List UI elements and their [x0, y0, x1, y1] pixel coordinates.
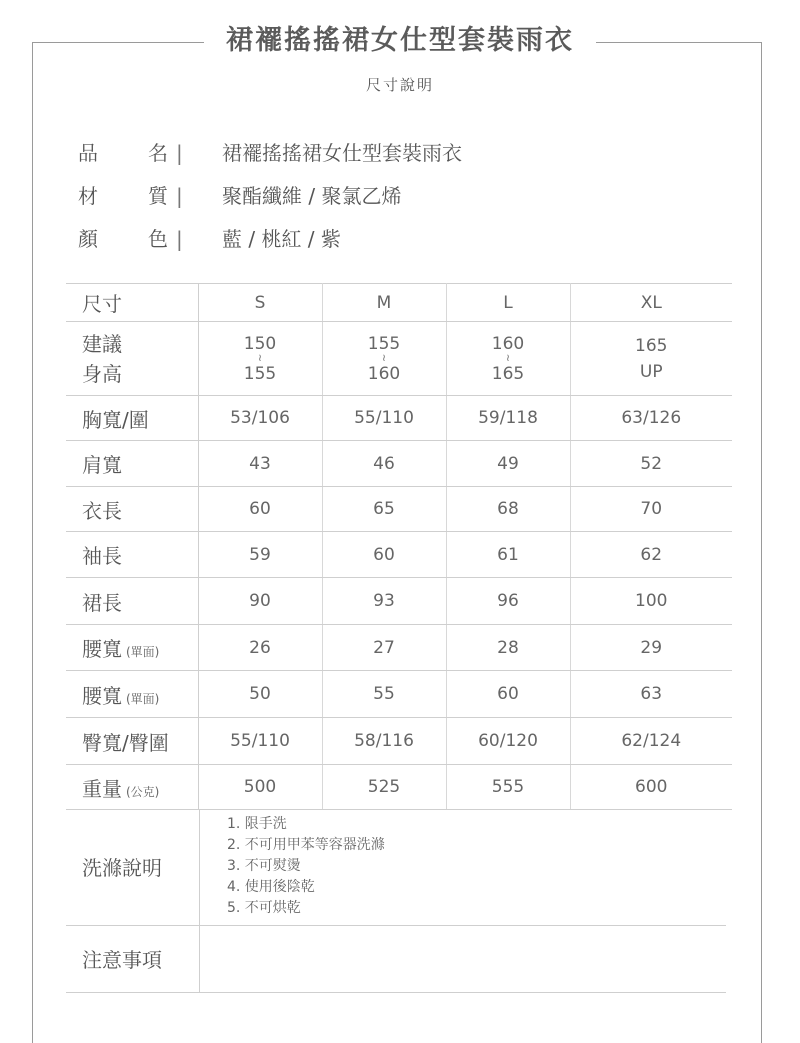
wash-item: 4. 使用後陰乾 [227, 879, 315, 896]
size-header-cell: S [198, 284, 322, 322]
height-label [66, 322, 198, 396]
row-label-note: (單面) [126, 645, 160, 659]
size-header-cell: L [446, 284, 570, 322]
table-cell: 29 [570, 625, 732, 671]
table-cell: 96 [446, 578, 570, 625]
height-from: 155 [367, 333, 401, 354]
height-cell [570, 322, 732, 396]
row-label-note: (單面) [126, 691, 160, 706]
table-cell: 55/110 [198, 718, 322, 765]
table-cell: 58/116 [322, 718, 446, 765]
info-label-b: 質 [148, 184, 168, 208]
table-cell: 70 [570, 487, 732, 532]
wash-instructions [200, 809, 727, 925]
table-row [66, 396, 732, 441]
page-title [0, 18, 800, 57]
table-cell: 100 [570, 578, 732, 625]
table-cell: 50 [198, 671, 322, 718]
table-cell: 59 [198, 532, 322, 578]
row-label-text: 重量 [82, 776, 122, 801]
info-label-a: 材 [78, 184, 98, 208]
height-row [66, 322, 732, 396]
row-label [66, 396, 198, 441]
info-row-material [78, 180, 401, 209]
height-cell [198, 322, 322, 396]
table-cell: 59/118 [446, 396, 570, 441]
table-cell: 60 [322, 532, 446, 578]
table-cell: 60 [198, 487, 322, 532]
info-label-b: 名 [148, 141, 168, 165]
table-cell: 62 [570, 532, 732, 578]
row-label [66, 671, 198, 718]
table-cell: 555 [446, 765, 570, 810]
row-label [66, 487, 198, 532]
tilde-icon: ≀ [382, 352, 386, 364]
height-from: 165 [635, 335, 668, 356]
size-header-cell: XL [570, 284, 732, 322]
table-cell: 52 [570, 441, 732, 487]
page-subtitle: 尺寸說明 [365, 76, 434, 94]
table-cell: 28 [446, 625, 570, 671]
info-row-color [78, 223, 341, 252]
row-label [66, 765, 198, 810]
size-header-label: 尺寸 [66, 284, 198, 322]
row-label [66, 718, 198, 765]
info-value: 聚酯纖維 / 聚氯乙烯 [222, 184, 402, 208]
wash-row [66, 809, 726, 925]
table-cell: 49 [446, 441, 570, 487]
table-row [66, 625, 732, 671]
row-label-text: 裙長 [82, 590, 122, 615]
wash-item: 5. 不可烘乾 [227, 900, 301, 917]
table-cell: 60/120 [446, 718, 570, 765]
info-value: 裙襬搖搖裙女仕型套裝雨衣 [222, 141, 462, 165]
table-row [66, 441, 732, 487]
table-cell: 55/110 [322, 396, 446, 441]
info-row-name [78, 137, 462, 166]
height-to: UP [639, 361, 663, 382]
notes-value [200, 925, 727, 992]
row-label-text: 袖長 [82, 544, 122, 568]
info-label-a: 品 [78, 141, 98, 165]
info-value: 藍 / 桃紅 / 紫 [222, 227, 341, 251]
wash-item: 2. 不可用甲苯等容器洗滌 [227, 837, 385, 854]
row-label-text: 腰寬 [82, 683, 122, 708]
row-label-text: 腰寬 [82, 637, 122, 661]
table-row [66, 718, 732, 765]
info-separator: | [176, 227, 183, 251]
wash-item: 3. 不可熨燙 [227, 858, 301, 875]
row-label [66, 578, 198, 625]
table-row [66, 487, 732, 532]
info-separator: | [176, 141, 183, 165]
height-label-line-2: 身高 [82, 361, 122, 386]
row-label-text: 肩寬 [82, 453, 122, 477]
height-to: 160 [367, 363, 401, 384]
table-cell: 53/106 [198, 396, 322, 441]
table-cell: 55 [322, 671, 446, 718]
wash-item: 1. 限手洗 [227, 816, 287, 833]
tilde-icon: ≀ [258, 352, 262, 364]
height-cell [446, 322, 570, 396]
height-cell [322, 322, 446, 396]
row-label [66, 441, 198, 487]
tilde-icon: ≀ [506, 352, 510, 364]
table-cell: 63/126 [570, 396, 732, 441]
table-cell: 500 [198, 765, 322, 810]
notes-label: 注意事項 [66, 925, 200, 992]
title-text: 裙襬搖搖裙女仕型套裝雨衣 [204, 25, 596, 56]
table-row [66, 578, 732, 625]
height-from: 160 [491, 333, 525, 354]
table-row [66, 671, 732, 718]
row-label-text: 臀寬/臀圍 [82, 730, 169, 755]
size-table [66, 283, 732, 810]
table-cell: 26 [198, 625, 322, 671]
height-to: 165 [491, 363, 525, 384]
table-row [66, 532, 732, 578]
table-cell: 90 [198, 578, 322, 625]
row-label [66, 625, 198, 671]
table-cell: 93 [322, 578, 446, 625]
table-cell: 27 [322, 625, 446, 671]
care-table [66, 809, 726, 993]
size-header-cell: M [322, 284, 446, 322]
table-cell: 43 [198, 441, 322, 487]
table-cell: 63 [570, 671, 732, 718]
table-cell: 68 [446, 487, 570, 532]
row-label-note: (公克) [126, 784, 160, 799]
height-from: 150 [243, 333, 277, 354]
table-cell: 600 [570, 765, 732, 810]
table-row [66, 765, 732, 810]
info-label-b: 色 [148, 227, 168, 251]
info-separator: | [176, 184, 183, 208]
table-cell: 525 [322, 765, 446, 810]
row-label [66, 532, 198, 578]
row-label-text: 衣長 [82, 498, 122, 523]
table-cell: 46 [322, 441, 446, 487]
table-cell: 65 [322, 487, 446, 532]
table-cell: 62/124 [570, 718, 732, 765]
wash-list [201, 814, 725, 919]
row-label-text: 胸寬/圍 [82, 407, 149, 432]
table-cell: 61 [446, 532, 570, 578]
wash-label: 洗滌說明 [66, 809, 200, 925]
table-cell: 60 [446, 671, 570, 718]
notes-row [66, 925, 726, 992]
height-label-line-1: 建議 [82, 331, 122, 356]
info-label-a: 顏 [78, 227, 98, 251]
size-header-row [66, 284, 732, 322]
height-to: 155 [243, 363, 277, 384]
